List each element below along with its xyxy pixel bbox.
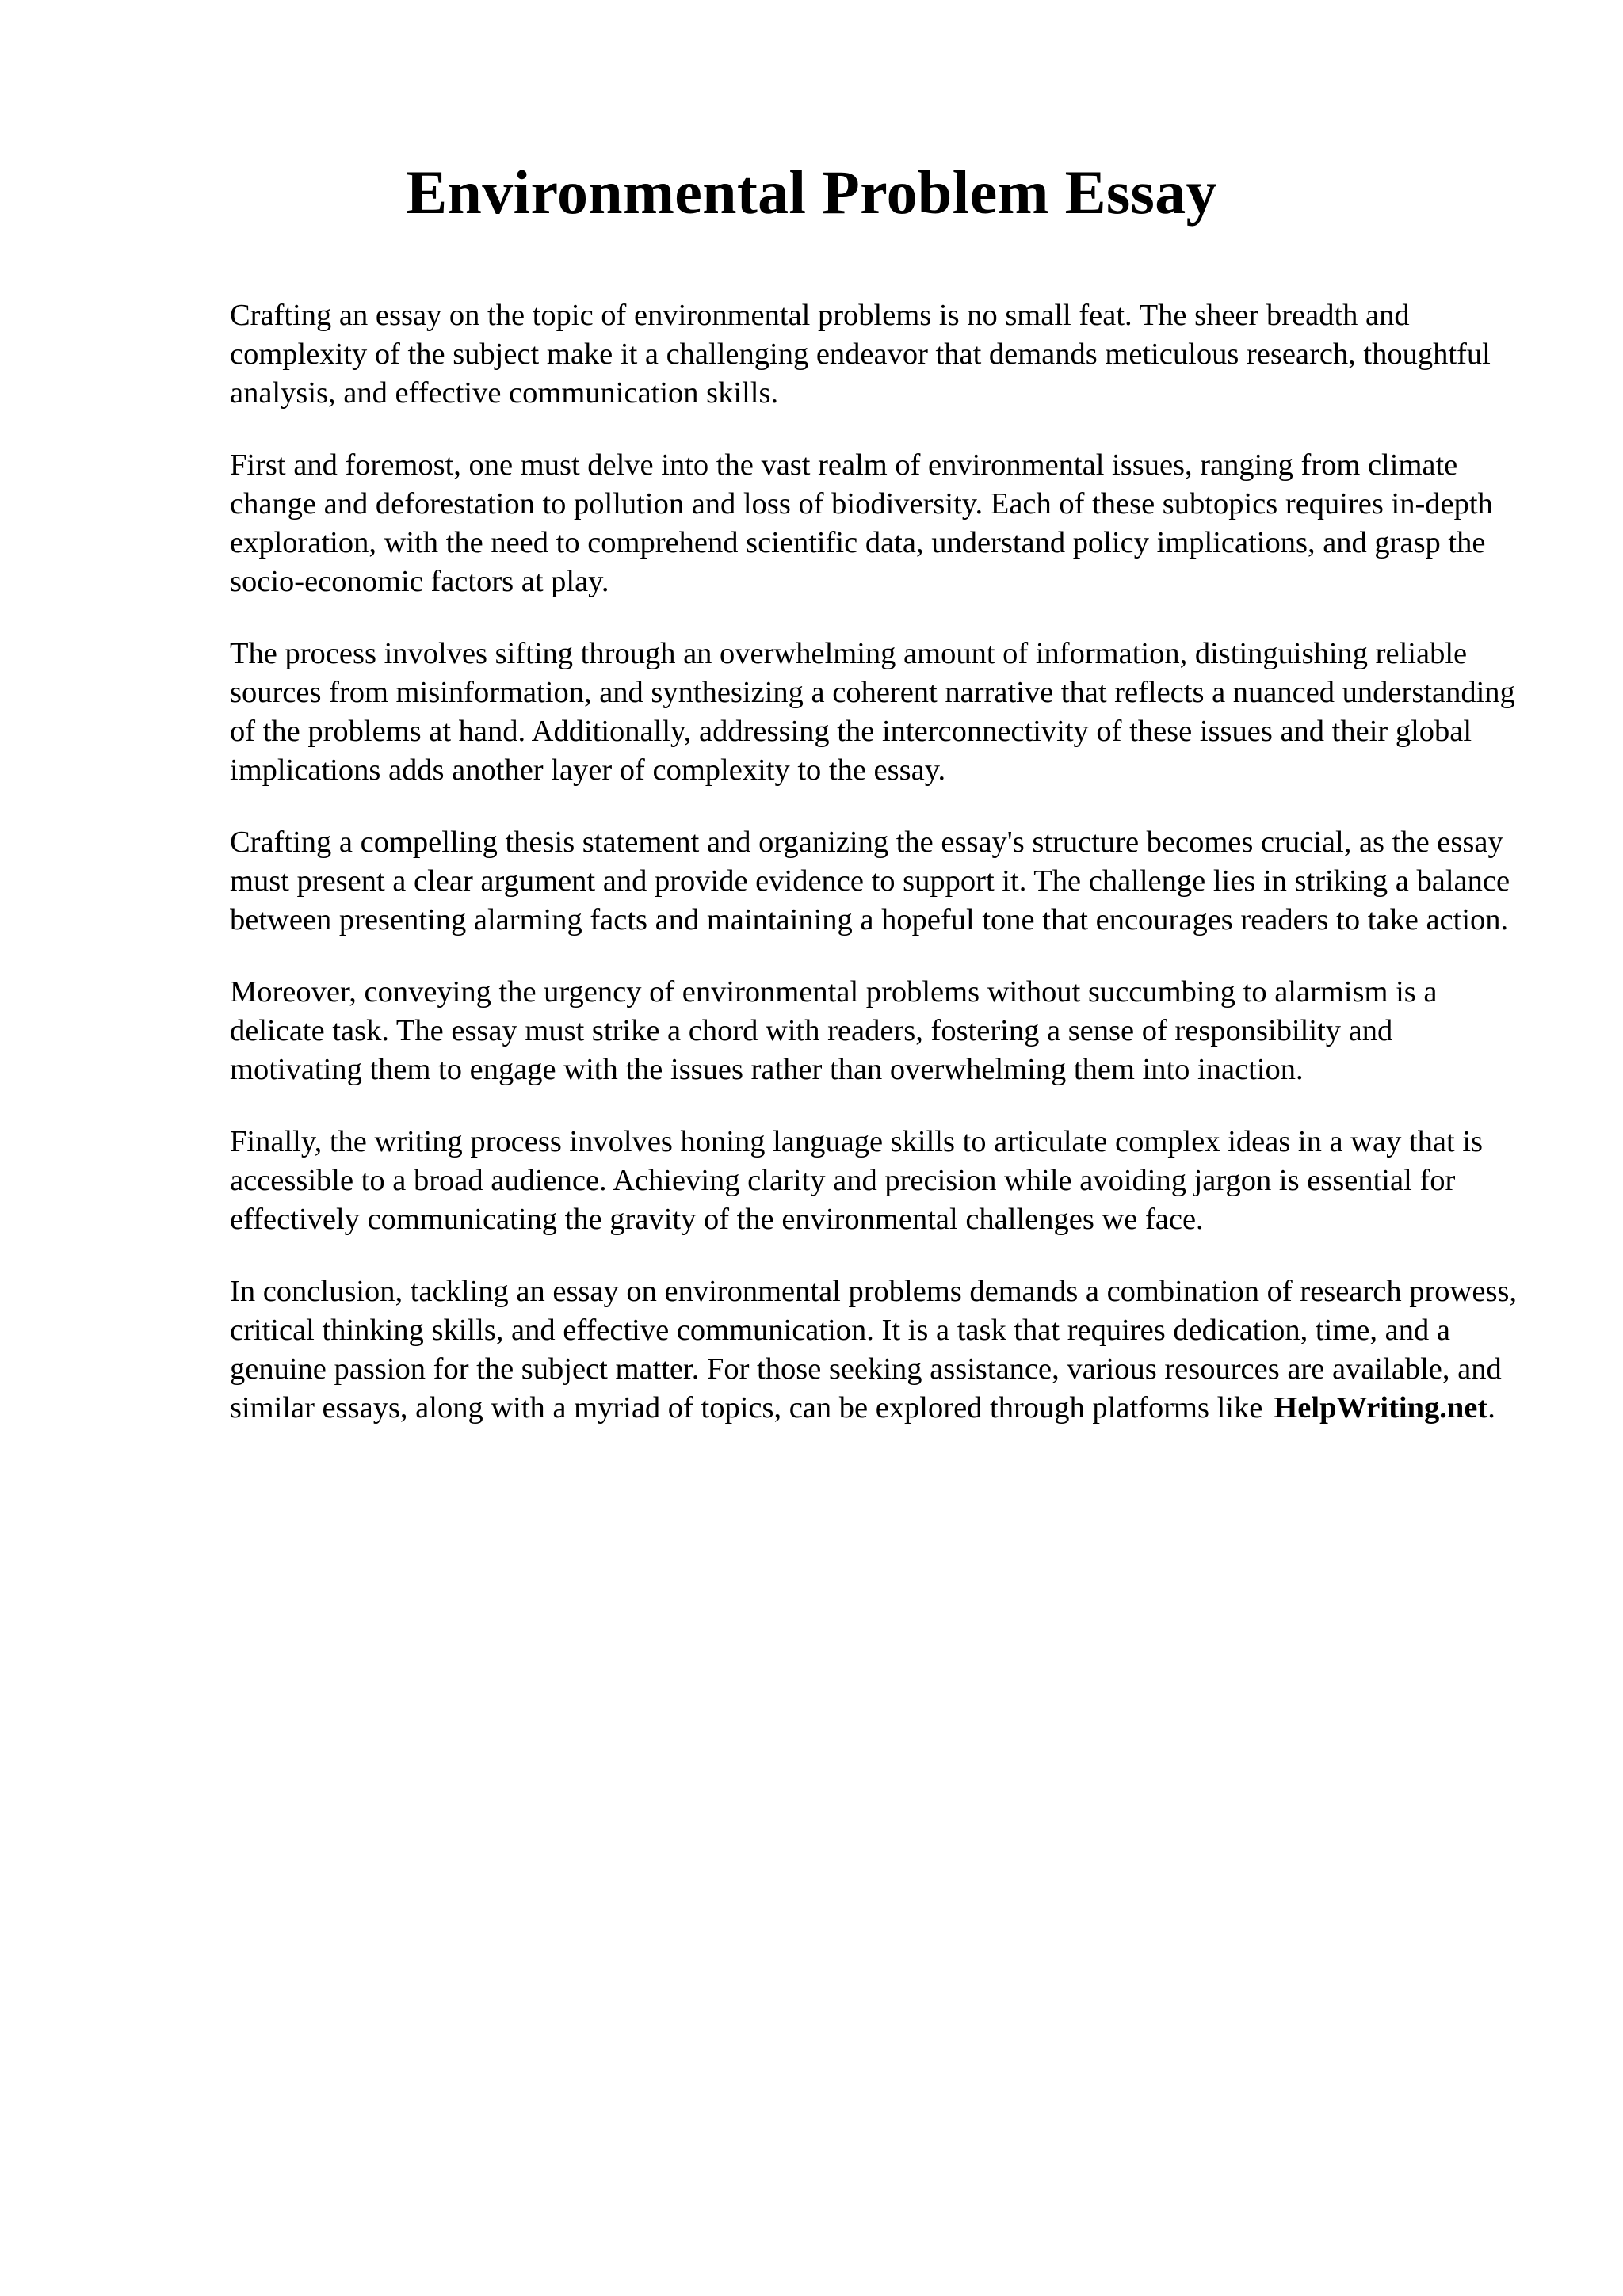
conclusion-text: In conclusion, tackling an essay on environmental problems demands a combination of research prowess, critical thinking skills, and effective communication. It is a task that requires dedication, time, and a genuine passion for the subject matter. For those seeking assistance, various resources are available, and similar essays, along with a myriad of topics, can be explored through platforms like xyxy=(230,1275,1518,1425)
document-title: Environmental Problem Essay xyxy=(406,158,1217,227)
paragraph-thesis: Crafting a compelling thesis statement and organizing the essay's structure becomes crucial, as the essay must present a clear argument and provide evidence to support it. The challenge lies in striking a balance between presenting alarming facts and maintaining a hopeful tone that encourages readers to take action. xyxy=(230,826,1510,936)
paragraph-issues: First and foremost, one must delve into the vast realm of environmental issues, ranging from climate change and deforestation to pollution and loss of biodiversity. Each of these subtopics requires in-depth exploration, with the need to comprehend scientific data, understand policy implications, and grasp the socio-economic factors at play. xyxy=(230,448,1493,598)
paragraph-writing: Finally, the writing process involves honing language skills to articulate complex ideas in a way that is accessible to a broad audience. Achieving clarity and precision while avoiding jargon is essential for effectively communicating the gravity of the environmental challenges we face. xyxy=(230,1125,1484,1236)
conclusion-period: . xyxy=(1487,1391,1495,1425)
paragraph-intro: Crafting an essay on the topic of environmental problems is no small feat. The sheer breadth and complexity of the subject make it a challenging endeavor that demands meticulous research, thoughtful analysis, and effective communication skills. xyxy=(230,299,1491,410)
paragraph-urgency: Moreover, conveying the urgency of environmental problems without succumbing to alarmism is a delicate task. The essay must strike a chord with readers, fostering a sense of responsibility and motivating them to engage with the issues rather than overwhelming them into inaction. xyxy=(230,975,1438,1086)
helpwriting-link[interactable]: HelpWriting.net xyxy=(1274,1391,1488,1425)
document-body xyxy=(230,296,1529,1428)
paragraph-conclusion xyxy=(230,1272,1529,1428)
paragraph-process: The process involves sifting through an overwhelming amount of information, distinguishing reliable sources from misinformation, and synthesizing a coherent narrative that reflects a nuanced understanding of the problems at hand. Additionally, addressing the interconnectivity of these issues and their global implications adds another layer of complexity to the essay. xyxy=(230,637,1515,787)
